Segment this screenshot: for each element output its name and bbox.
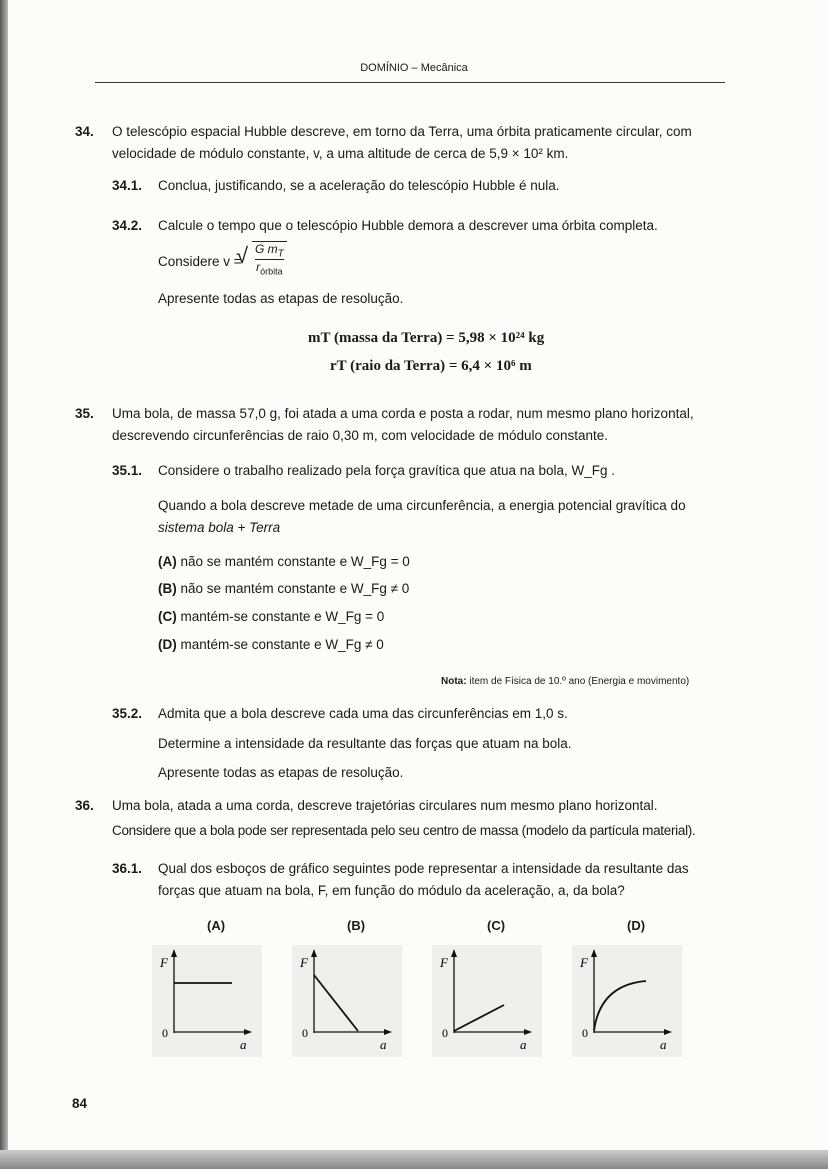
- arrow-icon: [171, 949, 177, 957]
- q35-line1: Uma bola, de massa 57,0 g, foi atada a uma corda e posta a rodar, num mesmo plano horizontal,: [112, 406, 694, 421]
- arrow-icon: [244, 1029, 252, 1035]
- graph-svg: [572, 945, 682, 1057]
- option-text: não se mantém constante e W_Fg = 0: [180, 554, 410, 569]
- denominator-subscript: órbita: [260, 266, 283, 277]
- arrow-icon: [311, 949, 317, 957]
- origin-label: 0: [302, 1026, 308, 1040]
- numerator-subscript: T: [277, 248, 284, 260]
- q35-2-number: 35.2.: [112, 706, 143, 721]
- graph-label: (C): [487, 918, 506, 933]
- q34-line1: O telescópio espacial Hubble descreve, em torno da Terra, uma órbita praticamente circular, com: [112, 124, 692, 139]
- q34-1-number: 34.1.: [112, 178, 143, 193]
- earth-mass-data: mT (massa da Terra) = 5,98 × 10²⁴ kg: [308, 330, 545, 346]
- y-axis-label: F: [160, 955, 168, 970]
- fraction-numerator: G m: [255, 242, 278, 256]
- option-text: não se mantém constante e W_Fg ≠ 0: [180, 581, 410, 596]
- option-label: (D): [158, 637, 177, 652]
- formula-label: Considere v =: [158, 254, 242, 269]
- graph-label: (A): [207, 918, 226, 933]
- graph-curve: [594, 981, 646, 1031]
- q36-line1: Uma bola, atada a uma corda, descreve trajetórias circulares num mesmo plano horizontal.: [112, 798, 658, 813]
- option-label: (B): [158, 581, 177, 596]
- graph-svg: [292, 945, 402, 1057]
- q35-number: 35.: [75, 406, 94, 421]
- q34-2-number: 34.2.: [112, 218, 143, 233]
- q34-1-text: Conclua, justificando, se a aceleração do telescópio Hubble é nula.: [158, 178, 560, 193]
- scan-edge: [0, 0, 8, 1169]
- header-rule: [95, 82, 725, 83]
- option-c[interactable]: [158, 609, 384, 624]
- graph-curve: [454, 1005, 504, 1031]
- q34-2-steps: Apresente todas as etapas de resolução.: [158, 291, 404, 306]
- graph-option-b[interactable]: [292, 945, 402, 1057]
- arrow-icon: [591, 949, 597, 957]
- option-a[interactable]: [158, 554, 410, 569]
- q34-line2: velocidade de módulo constante, v, a uma altitude de cerca de 5,9 × 10² km.: [112, 146, 569, 161]
- q35-1-text: Considere o trabalho realizado pela força gravítica que atua na bola, W_Fg .: [158, 463, 616, 478]
- graph-option-d[interactable]: [572, 945, 682, 1057]
- x-axis-label: a: [240, 1037, 247, 1052]
- graph-curve: [314, 975, 358, 1031]
- graph-svg: [432, 945, 542, 1057]
- q36-1-line1: Qual dos esboços de gráfico seguintes pode representar a intensidade da resultante das: [158, 861, 689, 876]
- arrow-icon: [451, 949, 457, 957]
- option-label: (A): [158, 554, 177, 569]
- q35-1-question-line1: Quando a bola descreve metade de uma circunferência, a energia potencial gravítica do: [158, 498, 686, 513]
- q36-1-number: 36.1.: [112, 861, 143, 876]
- note: [441, 676, 689, 687]
- earth-radius-data: rT (raio da Terra) = 6,4 × 10⁶ m: [330, 358, 532, 374]
- option-b[interactable]: [158, 581, 409, 596]
- arrow-icon: [524, 1029, 532, 1035]
- q34-number: 34.: [75, 124, 94, 139]
- option-text: mantém-se constante e W_Fg ≠ 0: [180, 637, 384, 652]
- graph-label: (B): [347, 918, 366, 933]
- graph-option-c[interactable]: [432, 945, 542, 1057]
- y-axis-label: F: [300, 955, 308, 970]
- q36-1-line2: forças que atuam na bola, F, em função do módulo da aceleração, a, da bola?: [158, 883, 625, 898]
- arrow-icon: [384, 1029, 392, 1035]
- page-number: 84: [72, 1096, 88, 1111]
- graph-option-a[interactable]: [152, 945, 262, 1057]
- origin-label: 0: [442, 1026, 448, 1040]
- q34-2-text: Calcule o tempo que o telescópio Hubble demora a descrever uma órbita completa.: [158, 218, 658, 233]
- q35-line2: descrevendo circunferências de raio 0,30 m, com velocidade de módulo constante.: [112, 428, 609, 443]
- note-label: Nota:: [441, 676, 467, 687]
- q35-1-number: 35.1.: [112, 463, 143, 478]
- x-axis-label: a: [380, 1037, 387, 1052]
- running-header: DOMÍNIO – Mecânica: [360, 62, 468, 74]
- velocity-formula: √ G $m_T$ $r_{órbita}$: [248, 241, 287, 277]
- option-text: mantém-se constante e W_Fg = 0: [180, 609, 385, 624]
- q35-1-question-line2: sistema bola + Terra: [158, 520, 281, 535]
- y-axis-label: F: [580, 955, 588, 970]
- q35-2-line1: Admita que a bola descreve cada uma das circunferências em 1,0 s.: [158, 706, 568, 721]
- option-d[interactable]: [158, 637, 384, 652]
- arrow-icon: [664, 1029, 672, 1035]
- option-label: (C): [158, 609, 177, 624]
- y-axis-label: F: [440, 955, 448, 970]
- q35-2-line3: Apresente todas as etapas de resolução.: [158, 765, 404, 780]
- q35-2-line2: Determine a intensidade da resultante das forças que atuam na bola.: [158, 736, 572, 751]
- note-text: item de Física de 10.º ano (Energia e movimento): [469, 676, 690, 687]
- q36-line2: Considere que a bola pode ser representada pelo seu centro de massa (modelo da partícula material).: [112, 823, 696, 838]
- fraction-denominator: r: [256, 260, 261, 275]
- x-axis-label: a: [660, 1037, 667, 1052]
- scan-edge-bottom: [0, 1150, 828, 1169]
- graph-svg: [152, 945, 262, 1057]
- graph-label: (D): [627, 918, 646, 933]
- origin-label: 0: [582, 1026, 588, 1040]
- q36-number: 36.: [75, 798, 94, 813]
- x-axis-label: a: [520, 1037, 527, 1052]
- origin-label: 0: [162, 1026, 168, 1040]
